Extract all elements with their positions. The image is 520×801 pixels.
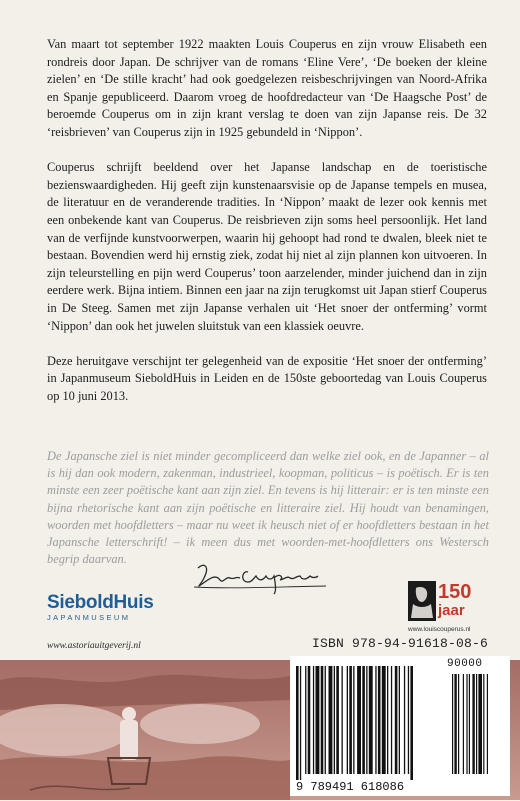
barcode-bar: [296, 666, 299, 780]
barcode-bar: [387, 666, 388, 774]
barcode-bar: [347, 666, 348, 774]
barcode-bar: [404, 666, 405, 774]
barcode-addon-bar: [487, 674, 488, 774]
sieboldhuis-logo-name: SieboldHuis: [47, 592, 154, 613]
barcode-price-code: 90000: [447, 658, 483, 670]
barcode-bar: [382, 666, 386, 774]
barcode-bar: [336, 666, 339, 774]
paragraph-description: Couperus schrijft beeldend over het Japanse landschap en de toeristische bezienswaardigheden. Hij geeft zijn kunstenaarsvisie op de Japanse tempels en musea, de literatuur en de veranderende tradities. In ‘Nippon’ maakt de lezer ook kennis met een onbekende kant van Couperus. De reisbrieven zijn soms heel persoonlijk. Het land van de verfijnde kunstvoorwerpen, waarin hij gehoopt had rond te dwalen, bleek niet te bestaan. Bovendien werd hij ernstig ziek, zodat hij niet al zijn plannen kon uitvoeren. In zijn teleurstelling en pijn werd Couperus’ toon aarzelender, minder juichend dan in zijn eerdere werk. Bijna intiem. Binnen een jaar na zijn terugkomst uit Japan stierf Couperus in De Steeg. Samen met zijn Japanse verhalen uit ‘Het snoer der ontferming’ vormt ‘Nippon’ dan ook het juwelen sluitstuk van een klassiek oeuvre.: [47, 160, 487, 333]
sieboldhuis-logo-subtitle: JAPANMUSEUM: [47, 613, 131, 622]
back-cover-text: [47, 36, 487, 423]
barcode-bar: [316, 666, 320, 774]
barcode-bar: [349, 666, 352, 774]
paragraph-occasion: Deze heruitgave verschijnt ter gelegenheid van de expositie ‘Het snoer der ontferming’ in Japanmuseum SieboldHuis in Leiden en de 150ste geboortedag van Louis Couperus op 10 juni 2013.: [47, 353, 487, 403]
barcode-bar: [408, 666, 409, 774]
barcode-bar: [395, 666, 398, 774]
barcode-addon-bar: [458, 674, 459, 774]
barcode-bar: [378, 666, 381, 774]
barcode-addon-bar: [478, 674, 482, 774]
isbn-label: ISBN 978-94-91618-08-6: [311, 636, 489, 651]
barcode-bar: [375, 666, 376, 774]
logo-word: jaar: [438, 602, 465, 619]
barcode-bar: [313, 666, 314, 774]
barcode-bar: [399, 666, 400, 774]
barcode-bar: [410, 666, 413, 780]
barcode-bar: [305, 666, 306, 774]
barcode-bar: [362, 666, 365, 774]
barcode-bar: [357, 666, 361, 774]
barcode-bar: [329, 666, 333, 774]
barcode-panel: [290, 656, 510, 796]
barcode-bar: [391, 666, 392, 774]
publisher-website-url: www.astoriauitgeverij.nl: [47, 641, 141, 651]
barcode-digits: 9 789491 618086: [296, 780, 405, 794]
couperus-signature-image: [190, 556, 330, 596]
isbn-barcode-image: [290, 656, 510, 796]
barcode-addon-bar: [472, 674, 474, 774]
paragraph-intro: Van maart tot september 1922 maakten Louis Couperus en zijn vrouw Elisabeth een rondreis door Japan. De schrijver van de romans ‘Eline Vere’, ‘De boeken der kleine zielen’ en ‘De stille kracht’ had ook goedgelezen reisbeschrijvingen van Noord-Afrika en Spanje gepubliceerd. Daarom vroeg de hoofdredacteur van ‘De Haagsche Post’ de beroemde Couperus om in zijn krant verslag te doen van zijn Japanse reis. De 32 ‘reisbrieven’ van Couperus zijn in 1925 gebundeld in ‘Nippon’.: [47, 37, 487, 139]
couperus-150-logo: [408, 578, 500, 624]
barcode-bar: [321, 666, 324, 774]
barcode-bar: [342, 666, 343, 774]
barcode-bar: [353, 666, 354, 774]
barcode-bar: [300, 666, 301, 780]
barcode-bar: [369, 666, 373, 774]
barcode-addon-bar: [483, 674, 484, 774]
barcode-addon-bar: [452, 674, 453, 774]
barcode-addon-bar: [466, 674, 467, 774]
barcode-addon-bar: [454, 674, 456, 774]
barcode-addon-bar: [476, 674, 477, 774]
barcode-bar: [366, 666, 367, 774]
barcode-addon-bar: [469, 674, 470, 774]
barcode-addon-bar: [463, 674, 464, 774]
barcode-bar: [334, 666, 335, 774]
logo-number: 150: [438, 581, 472, 603]
barcode-bar: [308, 666, 311, 774]
couperus-website-url: www.louiscouperus.nl: [408, 626, 471, 633]
sieboldhuis-logo: [47, 592, 154, 622]
barcode-bar: [325, 666, 326, 774]
couperus-quote: De Japansche ziel is niet minder gecompliceerd dan welke ziel ook, en de Japanner – al is hij dan ook modern, zakenman, industrieel, koopman, politicus – is poëtisch. Er is ten minste een zeer poëtische kant aan zijn ziel. En tevens is hij litterair: er is ten minste een bijna rhetorische kant aan zijn poëtische en litteraire ziel. Hij houdt van benamingen, woorden met hoofdletters – maar nu weet ik heusch niet of er hoofdletters bestaan in het Japansche letterschrift! – ik meen dus met woorden-met-hoofdletters ons Westersch begrip daarvan.: [47, 449, 489, 567]
